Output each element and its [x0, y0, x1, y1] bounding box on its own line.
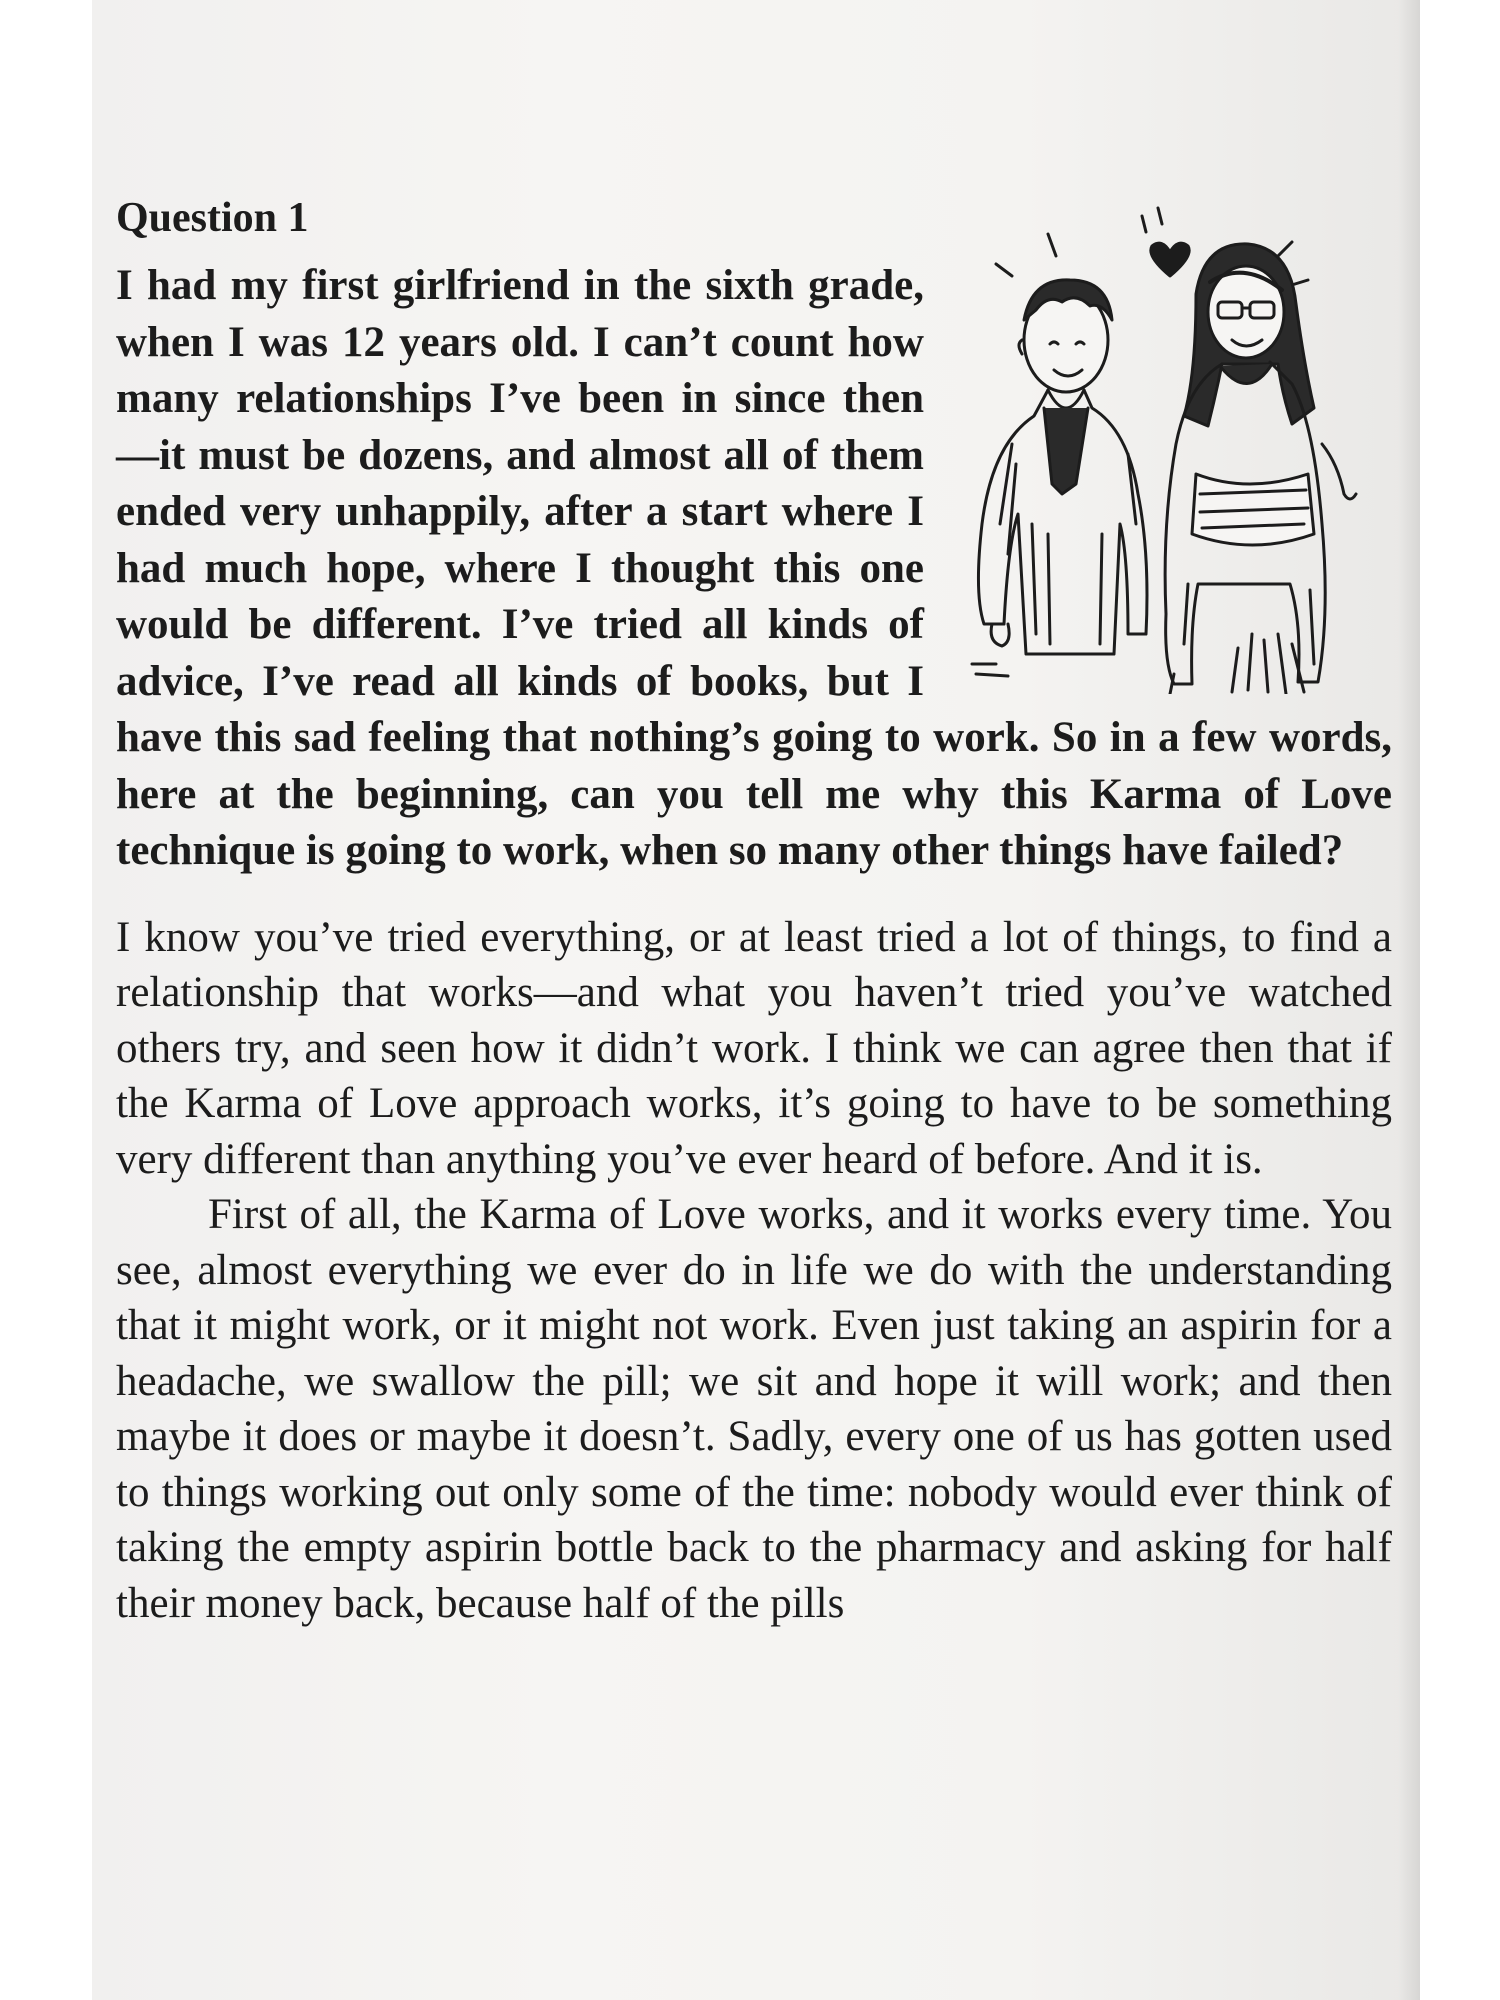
question-heading: Question 1: [116, 195, 309, 241]
answer-paragraph-2: First of all, the Karma of Love works, and it works every time. You see, almost everything we ever do in life we do with the understanding that it might work, or it might not work. Even just taking an aspirin for a headache, we swallow the pill; we sit and hope it will work; and then maybe it does or maybe it doesn’t. Sadly, every one of us has gotten used to things working out only some of the time: nobody would ever think of taking the empty aspirin bottle back to the pharmacy and asking for half their money back, because half of the pills: [116, 1191, 1392, 1627]
question-text: I had my first girlfriend in the sixth grade, when I was 12 years old. I can’t count how many relationships I’ve been in since then—it must be dozens, and almost all of them ended very unhappily, after a start where I had much hope, where I thought this one would be different. I’ve tried all kinds of advice, I’ve read all kinds of books, but I have this sad feeling that nothing’s going to work. So in a few words, here at the beginning, can you tell me why this Karma of Love technique is going to work, when so many other things have failed?: [116, 262, 1392, 874]
answer-paragraph-1: I know you’ve tried everything, or at least tried a lot of things, to find a relationship that works—and what you haven’t tried you’ve watched others try, and seen how it didn’t work. I think we can agree then that if the Karma of Love approach works, it’s going to have to be something very different than anything you’ve ever heard of before. And it is.: [116, 913, 1392, 1183]
paper-edge-shadow: [1398, 0, 1420, 2000]
couple-illustration: [952, 194, 1392, 694]
answer-body: [116, 910, 1392, 1632]
page-content: [116, 190, 1392, 1631]
couple-drawing: [952, 194, 1392, 694]
